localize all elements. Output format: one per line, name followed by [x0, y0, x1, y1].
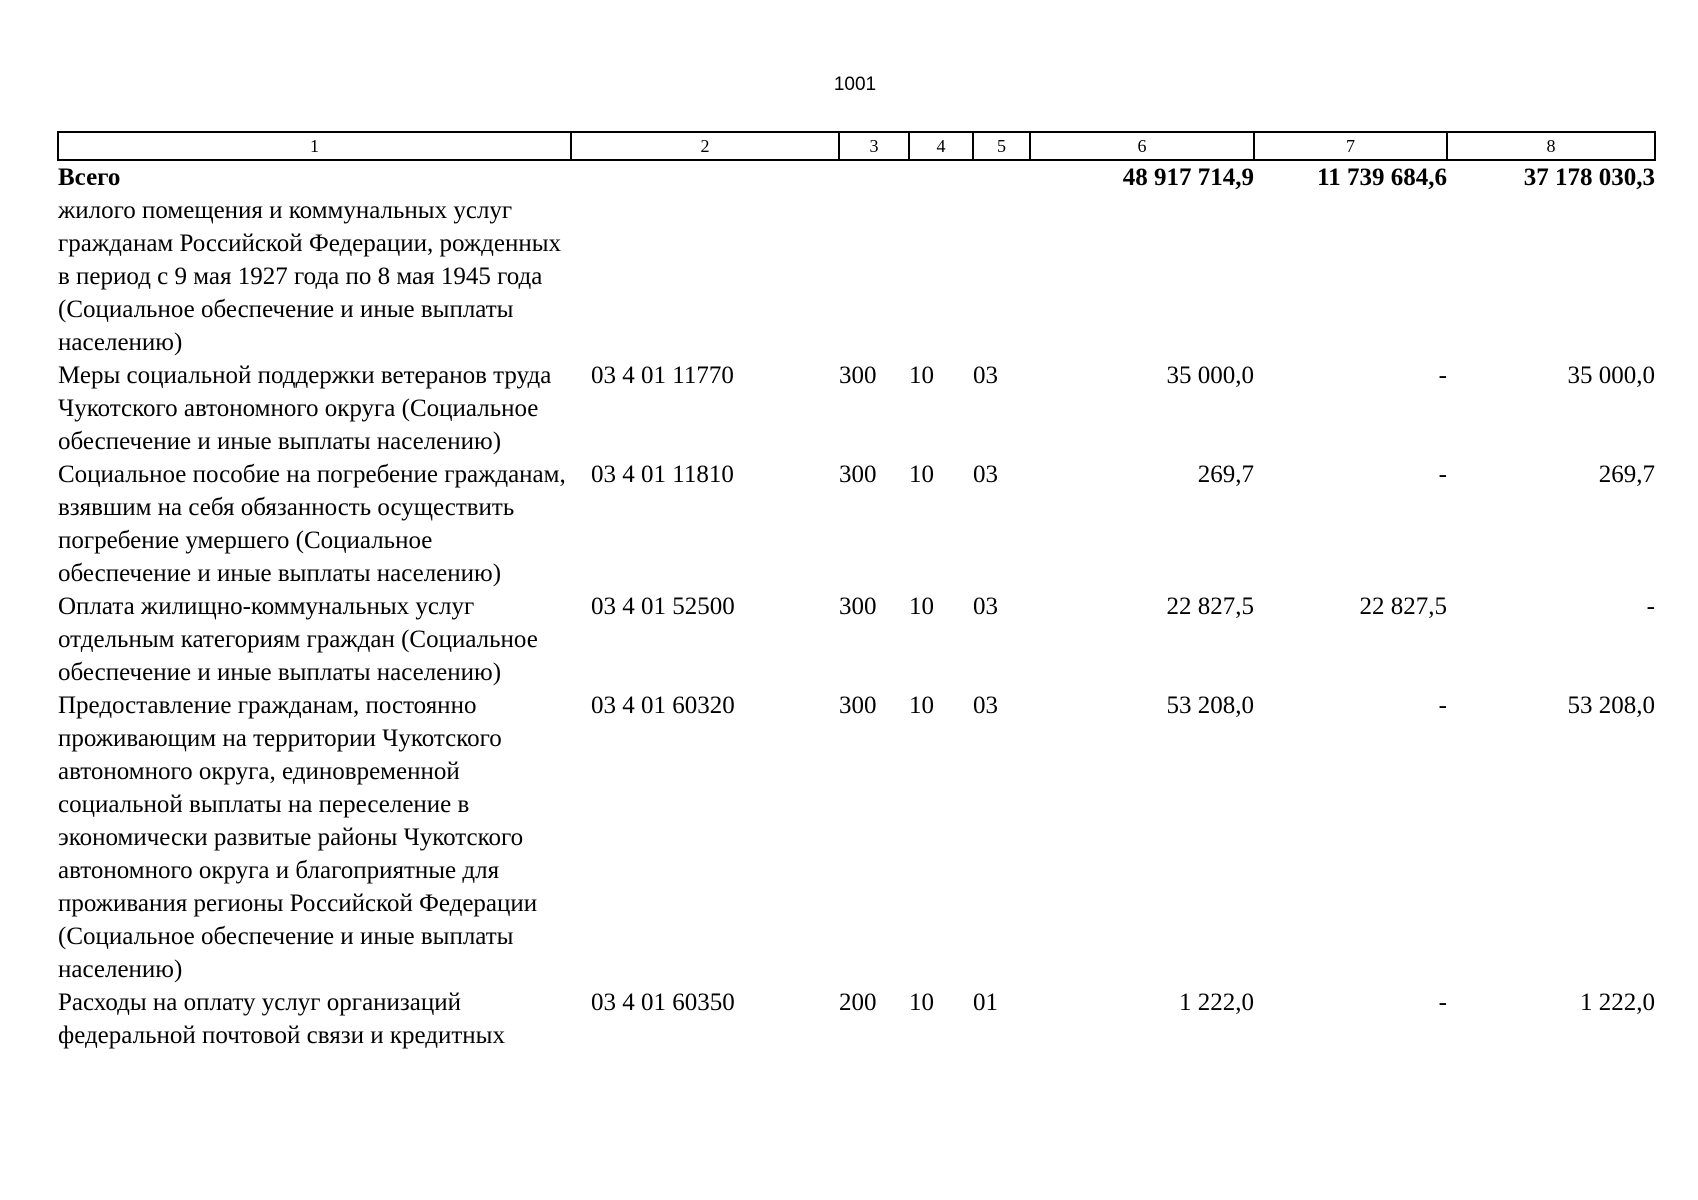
- header-col-6: 6: [1030, 132, 1254, 160]
- row-c6: 22 827,5: [1166, 593, 1254, 620]
- row-c4: 10: [909, 989, 934, 1016]
- row-c8: 1 222,0: [1580, 989, 1655, 1016]
- continuation-text: жилого помещения и коммунальных услуг гражданам Российской Федерации, рожденных в период с 9 мая 1927 года по 8 мая 1945 года (Социальное обеспечение и иные выплаты населению): [58, 197, 562, 356]
- row-c4: 10: [909, 461, 934, 488]
- header-col-2: 2: [571, 132, 839, 160]
- total-col6: 48 917 714,9: [1122, 164, 1254, 191]
- row-code: 03 4 01 60320: [591, 692, 735, 719]
- row-c6: 53 208,0: [1166, 692, 1254, 719]
- row-c6: 35 000,0: [1166, 362, 1254, 389]
- total-col7: 11 739 684,6: [1317, 164, 1447, 191]
- total-label: Всего: [58, 164, 121, 191]
- empty-cell: [909, 160, 973, 194]
- empty-cell: [571, 160, 839, 194]
- header-col-8: 8: [1447, 132, 1655, 160]
- row-c8: 269,7: [1598, 461, 1655, 488]
- row-name: Оплата жилищно-коммунальных услуг отдельным категориям граждан (Социальное обеспечение и иные выплаты населению): [58, 593, 538, 686]
- table-body: [58, 160, 1655, 1052]
- row-c5: 03: [973, 461, 998, 488]
- row-c8: 35 000,0: [1567, 362, 1655, 389]
- continuation-row: [58, 194, 1655, 359]
- row-code: 03 4 01 52500: [591, 593, 735, 620]
- row-code: 03 4 01 60350: [591, 989, 735, 1016]
- row-c8: -: [1646, 593, 1655, 620]
- empty-cell: [839, 160, 909, 194]
- total-col8: 37 178 030,3: [1523, 164, 1655, 191]
- row-name: Расходы на оплату услуг организаций федеральной почтовой связи и кредитных: [58, 989, 505, 1049]
- table-row: [58, 359, 1655, 458]
- row-c5: 03: [973, 593, 998, 620]
- header-col-3: 3: [839, 132, 909, 160]
- row-c3: 300: [839, 362, 877, 389]
- row-c7: 22 827,5: [1359, 593, 1447, 620]
- page-number: 1001: [833, 74, 877, 95]
- table-row: [58, 590, 1655, 689]
- row-c3: 300: [839, 461, 877, 488]
- header-col-7: 7: [1254, 132, 1447, 160]
- row-c7: -: [1438, 461, 1447, 488]
- row-c5: 01: [973, 989, 998, 1016]
- empty-cell: [973, 160, 1030, 194]
- budget-table: [57, 131, 1656, 1052]
- row-c4: 10: [909, 593, 934, 620]
- row-code: 03 4 01 11770: [591, 362, 734, 389]
- row-name: Социальное пособие на погребение гражданам, взявшим на себя обязанность осуществить погребение умершего (Социальное обеспечение и иные выплаты населению): [58, 461, 566, 587]
- row-c7: -: [1438, 362, 1447, 389]
- row-c8: 53 208,0: [1567, 692, 1655, 719]
- row-c5: 03: [973, 692, 998, 719]
- table-row: [58, 986, 1655, 1052]
- table-row: [58, 458, 1655, 590]
- row-c6: 1 222,0: [1179, 989, 1254, 1016]
- row-c7: -: [1438, 692, 1447, 719]
- row-c4: 10: [909, 362, 934, 389]
- header-col-4: 4: [909, 132, 973, 160]
- row-c6: 269,7: [1197, 461, 1254, 488]
- empty-cell: [571, 194, 1655, 359]
- row-c4: 10: [909, 692, 934, 719]
- row-c3: 300: [839, 593, 877, 620]
- row-c3: 300: [839, 692, 877, 719]
- header-col-1: 1: [58, 132, 571, 160]
- row-c7: -: [1438, 989, 1447, 1016]
- header-col-5: 5: [973, 132, 1030, 160]
- row-c3: 200: [839, 989, 877, 1016]
- row-code: 03 4 01 11810: [591, 461, 734, 488]
- table-row: [58, 689, 1655, 986]
- row-name: Предоставление гражданам, постоянно проживающим на территории Чукотского автономного округа, единовременной социальной выплаты на переселение в экономически развитые районы Чукотского автономного округа и благоприятные для проживания регионы Российской Федерации (Социальное обеспечение и иные выплаты населению): [58, 692, 538, 983]
- total-row: [58, 160, 1655, 194]
- row-c5: 03: [973, 362, 998, 389]
- table-header: [58, 132, 1655, 160]
- row-name: Меры социальной поддержки ветеранов труда Чукотского автономного округа (Социальное обеспечение и иные выплаты населению): [58, 362, 552, 455]
